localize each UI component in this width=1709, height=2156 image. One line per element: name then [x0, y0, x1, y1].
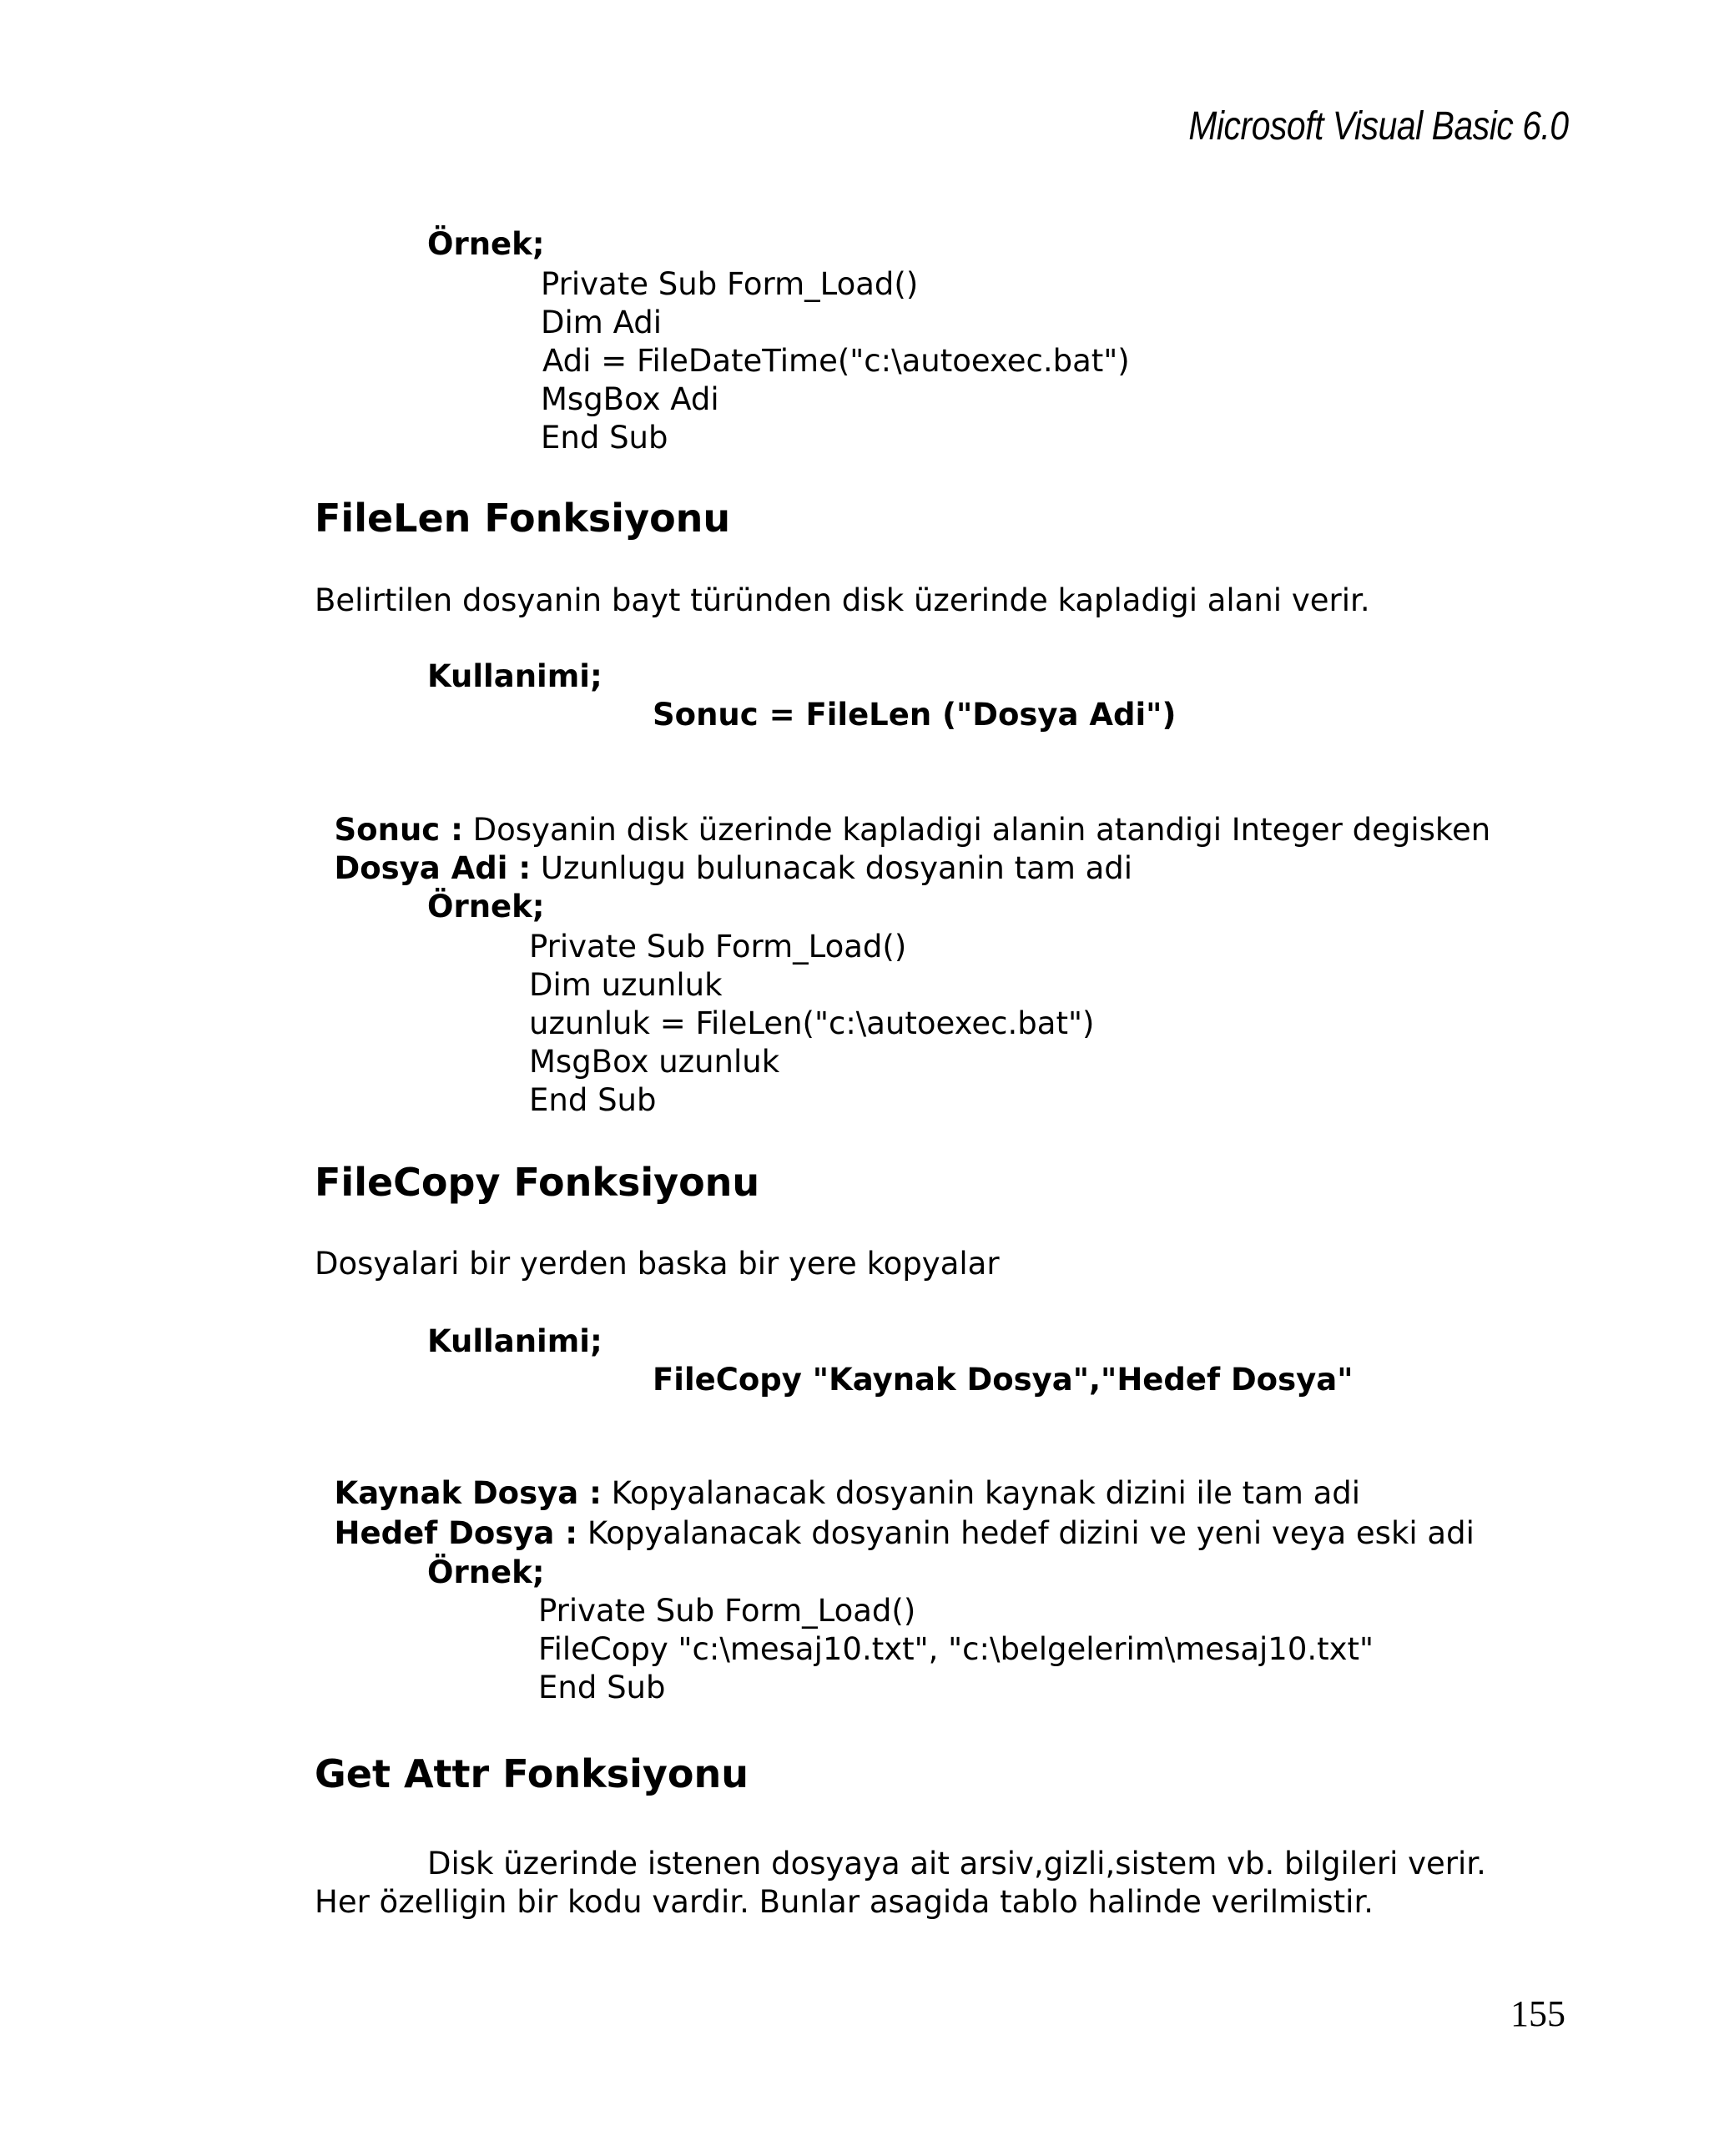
code-line: MsgBox uzunluk: [529, 1044, 780, 1080]
param-name: Kaynak Dosya :: [334, 1475, 602, 1511]
usage-label: Kullanimi;: [427, 1323, 602, 1359]
page-number: 155: [1510, 1993, 1565, 2034]
code-line: Dim Adi: [541, 305, 663, 340]
code-line: uzunluk = FileLen("c:\autoexec.bat"): [529, 1005, 1095, 1041]
param-name: Hedef Dosya :: [334, 1515, 578, 1551]
section-description: Belirtilen dosyanin bayt türünden disk üzerinde kapladigi alani verir.: [315, 582, 1370, 618]
code-line: Dim uzunluk: [529, 967, 723, 1003]
param-desc: Uzunlugu bulunacak dosyanin tam adi: [531, 850, 1133, 886]
syntax-line: FileCopy "Kaynak Dosya","Hedef Dosya": [653, 1362, 1354, 1398]
usage-label: Kullanimi;: [427, 658, 602, 694]
code-line: End Sub: [529, 1082, 657, 1118]
syntax-line: Sonuc = FileLen ("Dosya Adi"): [653, 697, 1177, 733]
section-heading-getattr: Get Attr Fonksiyonu: [315, 1751, 749, 1796]
param-desc: Dosyanin disk üzerinde kapladigi alanin atandigi Integer degisken: [462, 812, 1491, 848]
example-label: Örnek;: [427, 889, 545, 924]
code-line: End Sub: [538, 1670, 666, 1705]
param-name: Dosya Adi :: [334, 850, 532, 886]
example-label: Örnek;: [427, 1554, 545, 1590]
param-line: [315, 811, 1132, 888]
paragraph-line: Disk üzerinde istenen dosyaya ait arsiv,gizli,sistem vb. bilgileri verir.: [427, 1846, 1486, 1881]
code-line: FileCopy "c:\mesaj10.txt", "c:\belgelerim\mesaj10.txt": [538, 1631, 1374, 1667]
code-line: End Sub: [541, 420, 668, 456]
code-line: Private Sub Form_Load(): [529, 929, 907, 965]
code-line: Private Sub Form_Load(): [541, 266, 919, 302]
param-desc: Kopyalanacak dosyanin hedef dizini ve yeni veya eski adi: [577, 1515, 1475, 1551]
section-description: Dosyalari bir yerden baska bir yere kopyalar: [315, 1246, 1000, 1282]
example-label: Örnek;: [427, 226, 545, 262]
section-heading-filelen: FileLen Fonksiyonu: [315, 496, 731, 541]
param-line: [315, 1476, 1475, 1553]
paragraph-line: Her özelligin bir kodu vardir. Bunlar asagida tablo halinde verilmistir.: [315, 1884, 1374, 1920]
code-line: MsgBox Adi: [541, 381, 719, 417]
param-desc: Kopyalanacak dosyanin kaynak dizini ile tam adi: [601, 1475, 1361, 1511]
section-heading-filecopy: FileCopy Fonksiyonu: [315, 1160, 760, 1205]
code-line: Private Sub Form_Load(): [538, 1593, 916, 1629]
code-line: Adi = FileDateTime("c:\autoexec.bat"): [542, 343, 1130, 379]
running-header: Microsoft Visual Basic 6.0: [1188, 104, 1569, 149]
param-name: Sonuc :: [334, 812, 463, 848]
